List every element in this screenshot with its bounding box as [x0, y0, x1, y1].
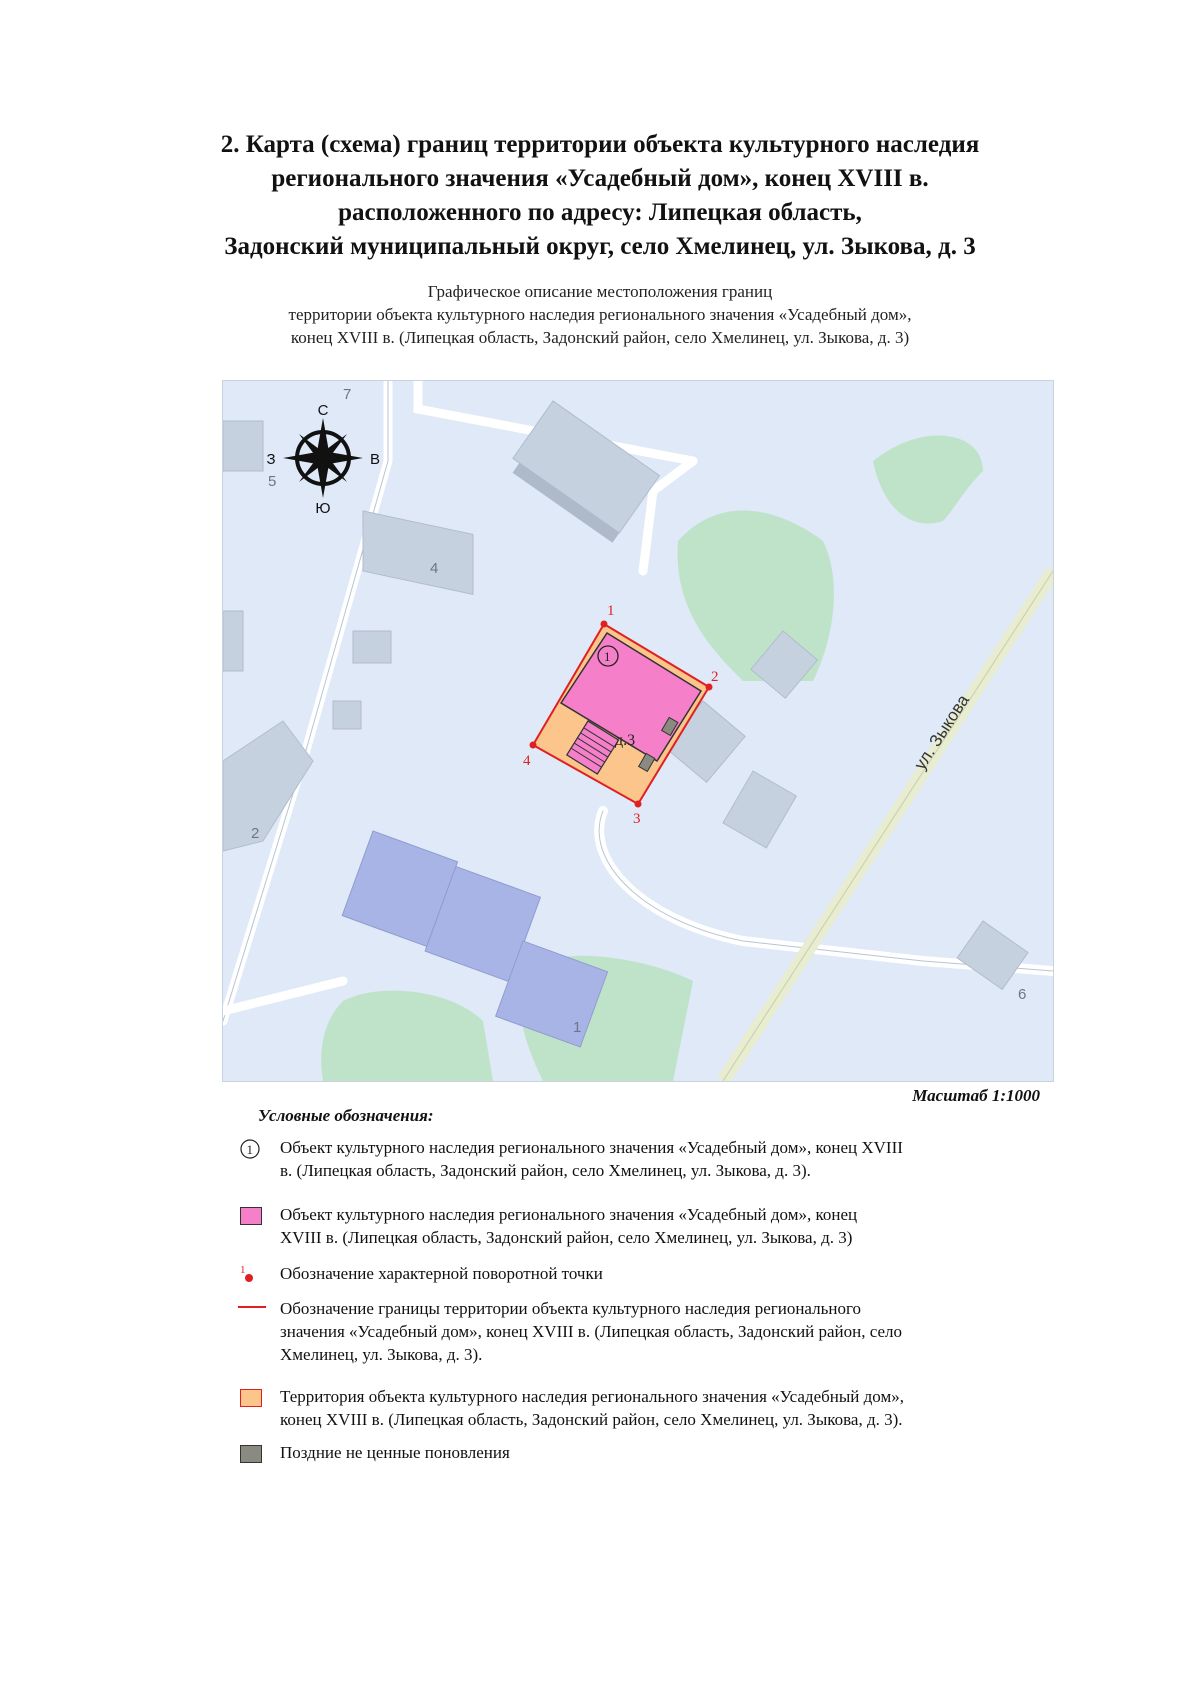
legend-turn-point-number: 1	[240, 1264, 246, 1276]
road	[223, 981, 343, 1011]
title-line: регионального значения «Усадебный дом», конец XVIII в.	[271, 165, 929, 192]
building-number: 7	[343, 386, 352, 403]
building	[957, 921, 1028, 989]
legend-symbol	[238, 1387, 264, 1407]
legend-text: Обозначение характерной поворотной точки	[280, 1264, 603, 1283]
building	[333, 701, 361, 729]
legend-text: XVIII в. (Липецкая область, Задонский район, село Хмелинец, ул. Зыкова, д. 3)	[280, 1228, 853, 1247]
building	[506, 401, 660, 543]
compass-rose	[266, 402, 380, 517]
compass-east: В	[369, 451, 381, 468]
building-number: 2	[251, 825, 260, 842]
legend-title: Условные обозначения:	[258, 1106, 434, 1125]
title-line: 2. Карта (схема) границ территории объекта культурного наследия	[220, 131, 980, 158]
building-number: 6	[1018, 986, 1027, 1003]
document-title	[100, 128, 1100, 264]
turn-point	[635, 801, 642, 808]
building	[223, 611, 243, 671]
map-canvas	[223, 381, 1053, 1081]
legend-symbol	[238, 1138, 264, 1158]
legend-text: конец XVIII в. (Липецкая область, Задонский район, село Хмелинец, ул. Зыкова, д. 3).	[280, 1410, 903, 1429]
building-number: 1	[573, 1019, 582, 1036]
building-number: 4	[430, 560, 439, 577]
legend-symbol	[238, 1205, 264, 1225]
building	[723, 771, 796, 848]
compass-north: С	[317, 402, 329, 419]
legend-text: Поздние не ценные поновления	[280, 1443, 510, 1462]
building-blue	[341, 831, 543, 982]
title-line: Задонский муниципальный округ, село Хмелинец, ул. Зыкова, д. 3	[224, 233, 976, 260]
legend-text: Объект культурного наследия регионального значения «Усадебный дом», конец	[280, 1205, 858, 1224]
legend-text: в. (Липецкая область, Задонский район, село Хмелинец, ул. Зыкова, д. 3).	[280, 1161, 811, 1180]
title-line: расположенного по адресу: Липецкая область,	[338, 199, 862, 226]
street-label: ул. Зыкова	[910, 691, 973, 774]
building-number: 5	[268, 473, 277, 490]
turn-point-label: 4	[523, 753, 531, 769]
legend-symbol	[238, 1443, 264, 1463]
compass-west: З	[266, 451, 276, 468]
legend-text: Хмелинец, ул. Зыкова, д. 3).	[280, 1345, 483, 1364]
legend-marker-number: 1	[246, 1142, 253, 1157]
subtitle-line: конец XVIII в. (Липецкая область, Задонский район, село Хмелинец, ул. Зыкова, д. 3)	[290, 328, 910, 347]
turn-point	[530, 742, 537, 749]
map-subtitle	[160, 280, 1040, 349]
turn-point-label: 2	[711, 669, 719, 685]
legend-swatch-pink	[240, 1207, 262, 1225]
green-area	[321, 991, 493, 1081]
legend-swatch-orange	[240, 1389, 262, 1407]
object-marker: 1	[604, 649, 611, 664]
legend-text: Обозначение границы территории объекта культурного наследия регионального	[280, 1299, 861, 1318]
legend-text: Территория объекта культурного наследия регионального значения «Усадебный дом»,	[280, 1387, 904, 1406]
turn-point-label: 1	[607, 603, 615, 619]
legend-text: Объект культурного наследия регионального значения «Усадебный дом», конец XVIII	[280, 1138, 903, 1157]
subtitle-line: территории объекта культурного наследия регионального значения «Усадебный дом»,	[288, 305, 912, 324]
house-label: д.3	[615, 732, 636, 749]
building	[363, 511, 473, 594]
turn-point	[601, 621, 608, 628]
legend-symbol	[238, 1299, 264, 1319]
turn-point-label: 3	[633, 811, 641, 827]
map-frame[interactable]	[222, 380, 1054, 1082]
building	[353, 631, 391, 663]
building	[223, 421, 263, 471]
legend-symbol	[238, 1264, 264, 1284]
legend-text: значения «Усадебный дом», конец XVIII в. (Липецкая область, Задонский район, село	[280, 1322, 903, 1341]
compass-south: Ю	[315, 500, 331, 517]
map-scale: Масштаб 1:1000	[912, 1086, 1040, 1105]
green-area	[873, 436, 983, 524]
legend-swatch-gray	[240, 1445, 262, 1463]
subtitle-line: Графическое описание местоположения границ	[427, 282, 773, 301]
